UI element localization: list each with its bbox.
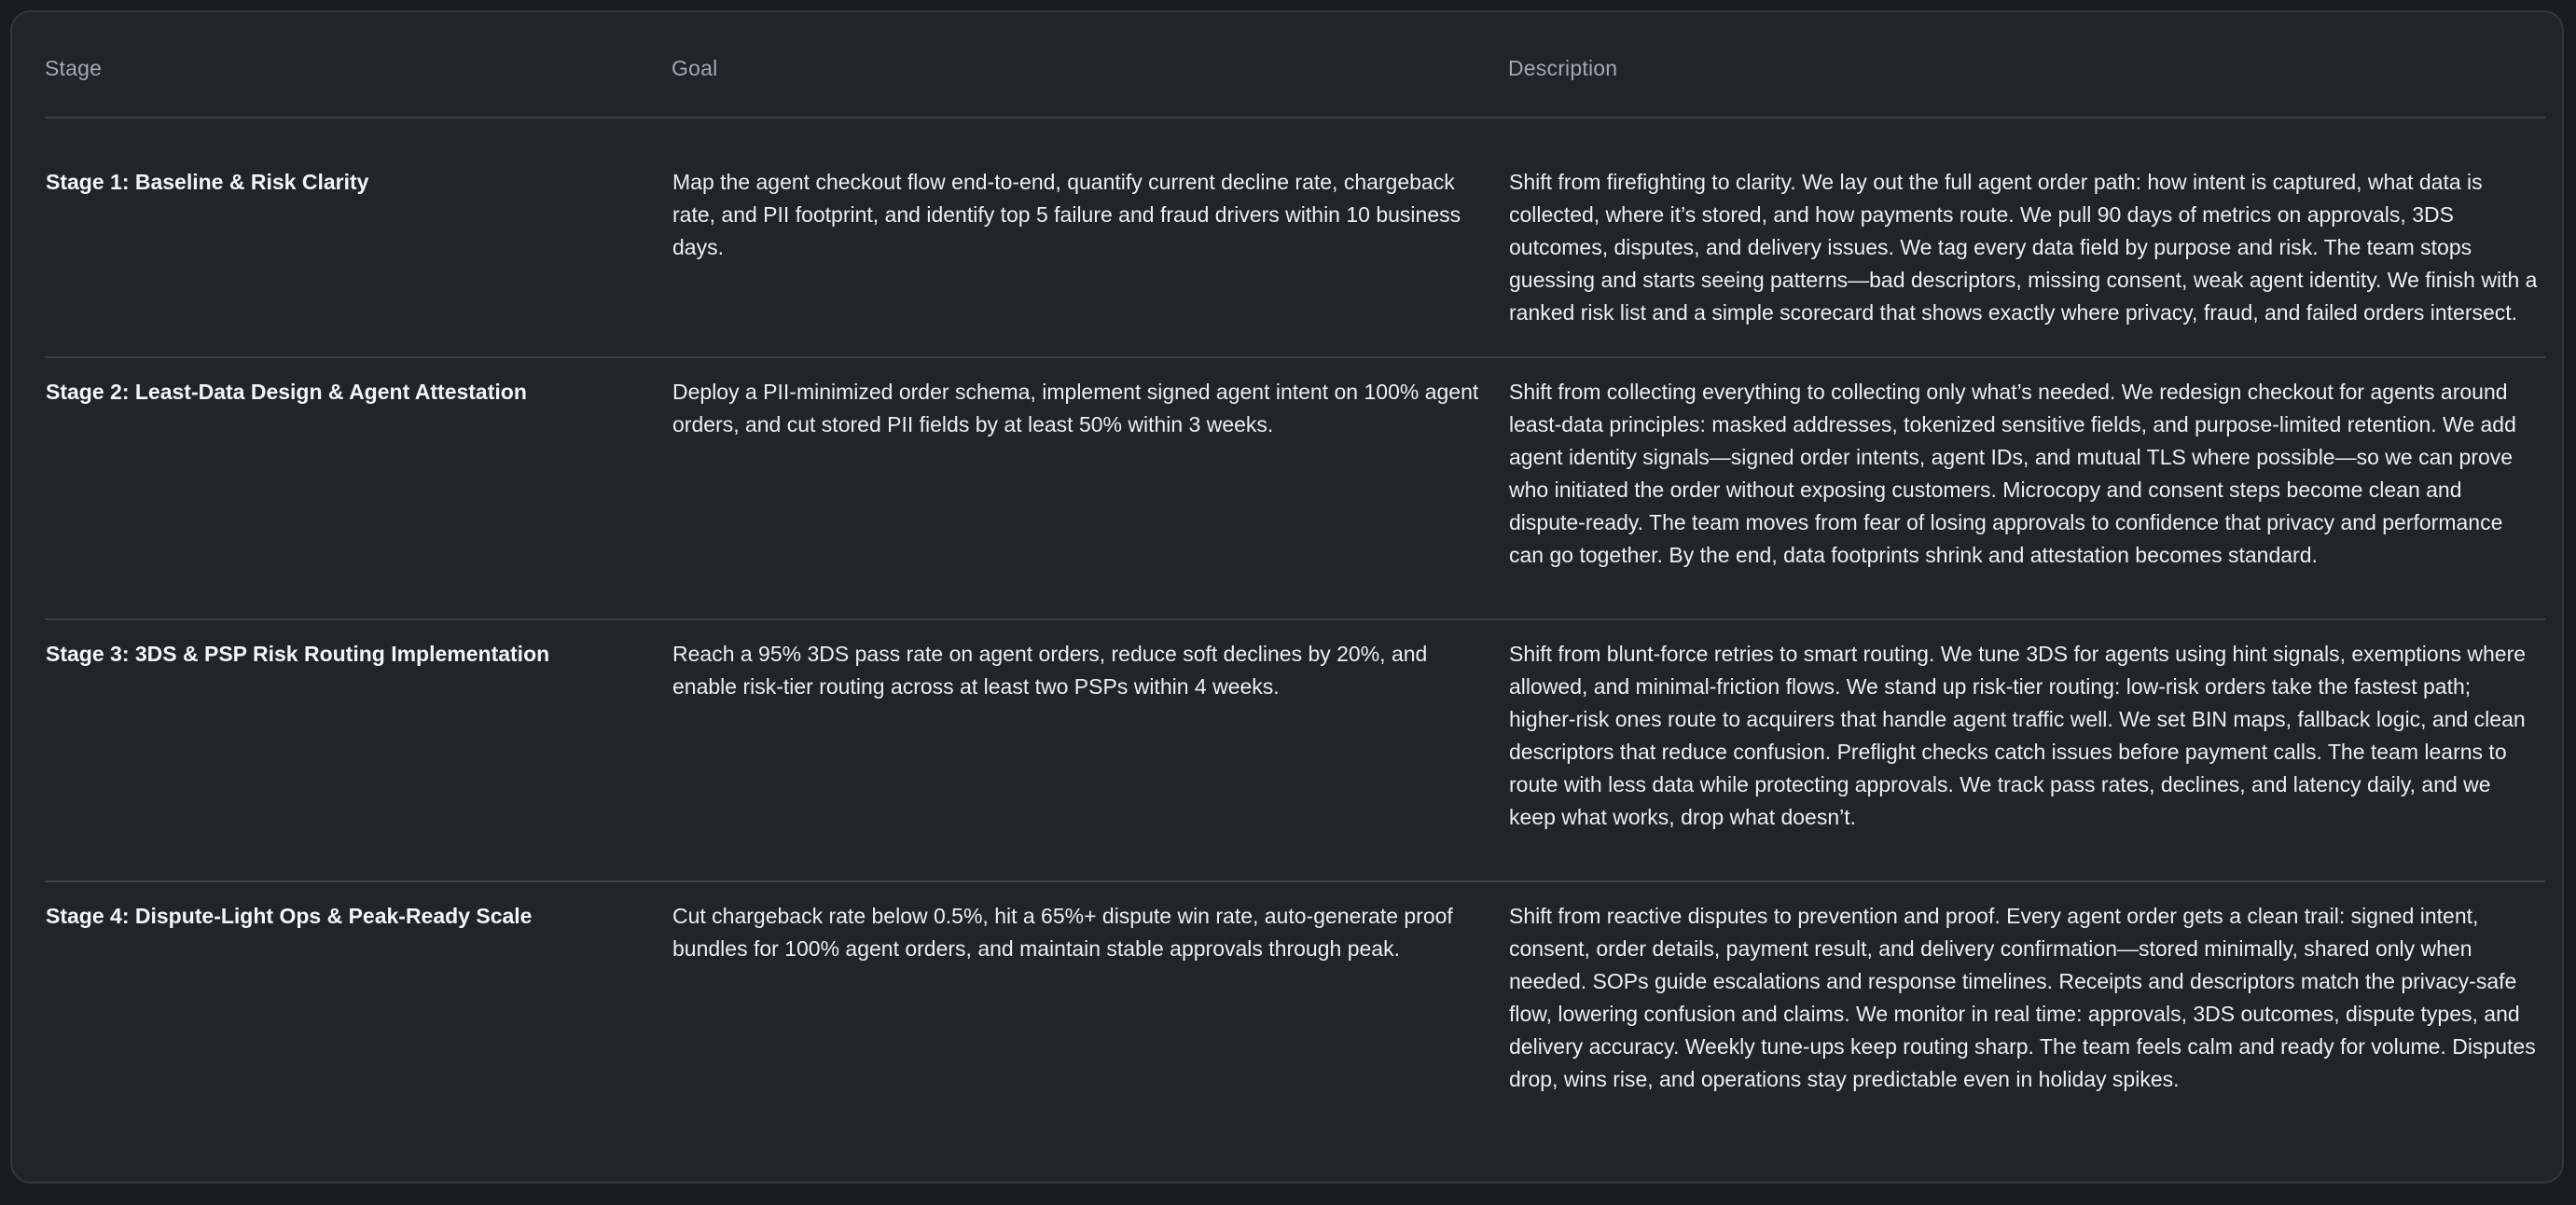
- table-header: [45, 12, 2545, 118]
- header-row: [45, 12, 2545, 118]
- goal-cell: Deploy a PII-minimized order schema, implement signed agent intent on 100% agent orders, and cut stored PII fields by at least 50% within 3 weeks.: [672, 357, 1508, 619]
- stage-cell: Stage 1: Baseline & Risk Clarity: [45, 118, 672, 357]
- description-cell: Shift from collecting everything to collecting only what’s needed. We redesign checkout for agents around least-data principles: masked addresses, tokenized sensitive fields, and purpose-limited retention. We add agent identity signals—signed order intents, agent IDs, and mutual TLS where possible—so we can prove who initiated the order without exposing customers. Microcopy and consent steps become clean and dispute-ready. The team moves from fear of losing approvals to confidence that privacy and performance can go together. By the end, data footprints shrink and attestation becomes standard.: [1508, 357, 2545, 619]
- description-cell: Shift from reactive disputes to prevention and proof. Every agent order gets a clean trail: signed intent, consent, order details, payment result, and delivery confirmation—stored minimally, shared only when needed. SOPs guide escalations and response timelines. Receipts and descriptors match the privacy-safe flow, lowering confusion and claims. We monitor in real time: approvals, 3DS outcomes, dispute types, and delivery accuracy. Weekly tune-ups keep routing sharp. The team feels calm and ready for volume. Disputes drop, wins rise, and operations stay predictable even in holiday spikes.: [1509, 904, 2536, 1091]
- table-body: [45, 118, 2545, 1172]
- goal-cell: Cut chargeback rate below 0.5%, hit a 65%+ dispute win rate, auto-generate proof bundles for 100% agent orders, and maintain stable approvals through peak.: [672, 904, 1453, 961]
- column-header-stage[interactable]: Stage: [45, 12, 672, 118]
- stage-cell: Stage 4: Dispute-Light Ops & Peak-Ready Scale: [46, 904, 533, 928]
- stage-cell: Stage 2: Least-Data Design & Agent Attestation: [45, 357, 672, 619]
- column-header-description[interactable]: Description: [1508, 12, 2545, 118]
- description-cell: Shift from blunt-force retries to smart routing. We tune 3DS for agents using hint signals, exemptions where allowed, and minimal-friction flows. We stand up risk-tier routing: low-risk orders take the fastest path; higher-risk ones route to acquirers that handle agent traffic well. We set BIN maps, fallback logic, and clean descriptors that reduce confusion. Preflight checks catch issues before payment calls. The team learns to route with less data while protecting approvals. We track pass rates, declines, and latency daily, and we keep what works, drop what doesn’t.: [1508, 619, 2545, 881]
- stage-cell: Stage 3: 3DS & PSP Risk Routing Implementation: [45, 619, 672, 881]
- goal-cell: Reach a 95% 3DS pass rate on agent orders, reduce soft declines by 20%, and enable risk-tier routing across at least two PSPs within 4 weeks.: [672, 619, 1508, 881]
- description-cell: Shift from firefighting to clarity. We lay out the full agent order path: how intent is captured, what data is collected, where it’s stored, and how payments route. We pull 90 days of metrics on approvals, 3DS outcomes, disputes, and delivery issues. We tag every data field by purpose and risk. The team stops guessing and starts seeing patterns—bad descriptors, missing consent, weak agent identity. We finish with a ranked risk list and a simple scorecard that shows exactly where privacy, fraud, and failed orders intersect.: [1508, 118, 2545, 357]
- table-row-stage-3: [45, 619, 2545, 881]
- table-row-stage-4: [45, 881, 2545, 1172]
- stages-table-panel: [10, 10, 2564, 1184]
- goal-cell: Map the agent checkout flow end-to-end, quantify current decline rate, chargeback rate, and PII footprint, and identify top 5 failure and fraud drivers within 10 business days.: [672, 118, 1508, 357]
- stages-table: [45, 12, 2545, 1172]
- table-row-stage-2: [45, 357, 2545, 619]
- table-row-stage-1: [45, 118, 2545, 357]
- column-header-goal[interactable]: Goal: [672, 12, 1508, 118]
